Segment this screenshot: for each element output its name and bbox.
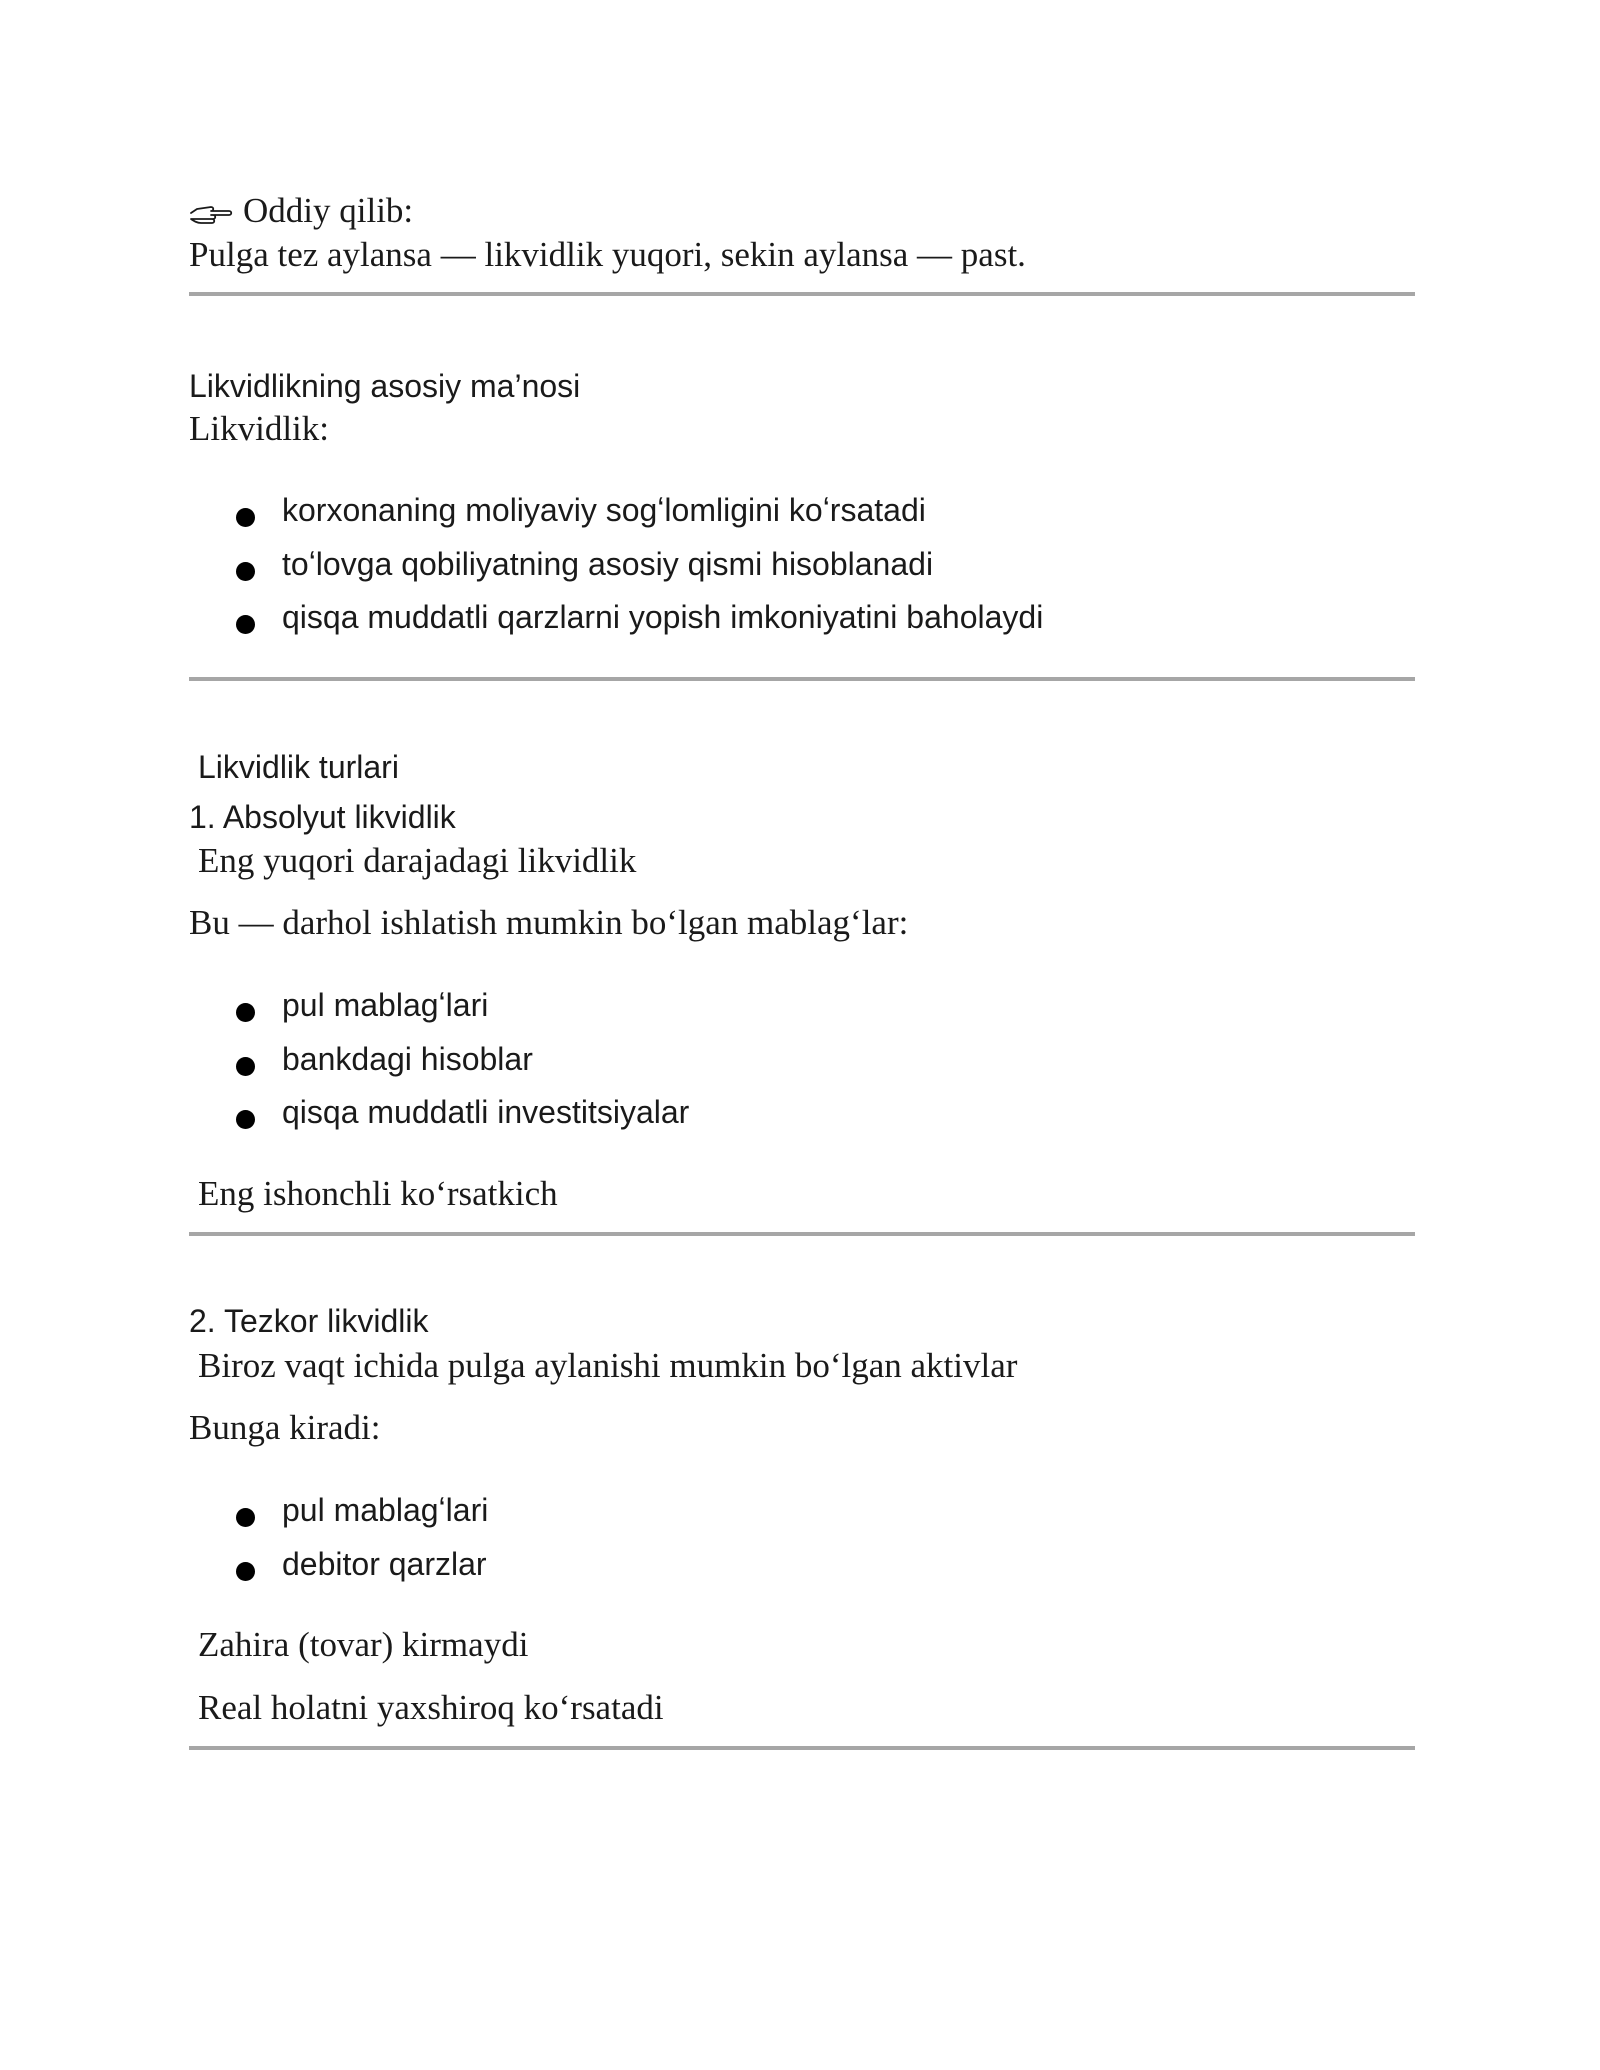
meaning-lead: Likvidlik: [189,409,329,448]
quick-note-1: Zahira (tovar) kirmaydi [198,1625,529,1664]
intro-heading-line [189,189,413,233]
bullet-icon [236,1508,255,1527]
absolute-title: 1. Absolyut likvidlik [189,799,456,835]
meaning-heading: Likvidlikning asosiy ma’nosi [189,368,581,404]
pointing-hand-icon [189,201,235,227]
absolute-lead: Bu — darhol ishlatish mumkin boʻlgan mablagʻlar: [189,903,909,942]
divider [189,1746,1415,1750]
types-heading: Likvidlik turlari [198,749,399,785]
quick-note-2: Real holatni yaxshiroq koʻrsatadi [198,1688,664,1727]
divider [189,292,1415,296]
bullet-icon [236,1110,255,1129]
divider [189,677,1415,681]
bullet-icon [236,1562,255,1581]
quick-title: 2. Tezkor likvidlik [189,1303,429,1339]
bullet-icon [236,562,255,581]
bullet-icon [236,508,255,527]
bullet-icon [236,1057,255,1076]
absolute-note: Eng ishonchli koʻrsatkich [198,1174,558,1213]
intro-text: Pulga tez aylansa — likvidlik yuqori, sekin aylansa — past. [189,235,1026,274]
bullet-icon [236,1003,255,1022]
absolute-subtitle: Eng yuqori darajadagi likvidlik [198,841,637,880]
quick-subtitle: Biroz vaqt ichida pulga aylanishi mumkin boʻlgan aktivlar [198,1346,1018,1385]
intro-heading: Oddiy qilib: [243,191,414,230]
bullet-icon [236,615,255,634]
divider [189,1232,1415,1236]
quick-lead: Bunga kiradi: [189,1408,381,1447]
